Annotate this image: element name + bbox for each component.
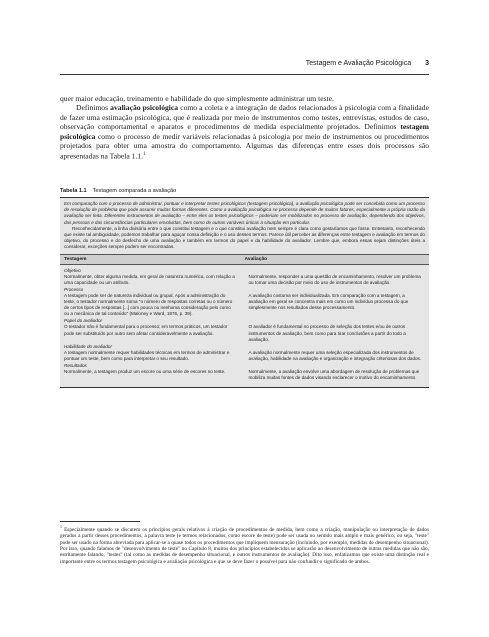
term-testagem: testagem psicológica [60, 122, 429, 141]
running-title: Testagem e Avaliação Psicológica [305, 60, 412, 67]
table-row [64, 369, 425, 381]
table-section-processo [64, 287, 425, 317]
table-label: Tabela 1.1 [60, 188, 87, 194]
section-title: Resultados [64, 363, 87, 369]
body-text [60, 94, 429, 161]
footnote-rule [60, 521, 140, 522]
footnote [60, 524, 429, 565]
table-row [64, 350, 425, 362]
table-intro-1: Em comparação com o processo de administrar, pontuar e interpretar testes psicológicos (testagem psicológica), a avaliação psicológica pode ser concebida como um processo de resolução de problema que pode assumir muitas formas diferentes. Como a avaliação psicológica se processa depende de muitos fatores, especialmente a própria razão da avaliação ser feita. Diferentes instrumentos de avaliação – entre eles os testes psicológicos – poderiam ser mobilizados no processo de avaliação, dependendo dos objetivos, das pessoas e das circunstâncias particulares envolvidas, bem como de outras variáveis únicas à situação em particular. [64, 201, 425, 225]
running-header [60, 60, 429, 72]
table-1-1 [60, 188, 429, 388]
cell-avaliacao: A avaliação costuma ser individualizada. Em comparação com a testagem, a avaliação em geral se concentra mais em como um indivíduo processa do que simplesmente nos resultados desse processamento. [248, 293, 409, 311]
table-title: Testagem comparada a avaliação [92, 188, 177, 194]
section-title: Objetivo [64, 267, 81, 273]
cell-testagem: A testagem pode ser de natureza individual ou grupal. Após a administração do teste, o testador normalmente soma "o número de respostas corretas ou o número de certos tipos de respostas [...] com pouca ou nenhuma consideração pelo como ou a mecânica de tal conteúdo" (Maloney e Ward, 1976, p. 39). [64, 293, 233, 317]
table-section-habilidade [64, 344, 425, 362]
p2-text-a: Definimos [76, 103, 111, 113]
table-section-papel [64, 318, 425, 342]
cell-avaliacao: A avaliação normalmente requer uma seleção especializada dos instrumentos de avaliação, habilidade na avaliação e organização e integração criteriosas dos dados. [248, 349, 422, 361]
p2-text-b: como a coleta e a integração de dados relacionados à psicologia com a finalidade de fazer uma estimação psicológica, que é realizada por meio de instrumentos como testes, entrevistas, estudos de caso, observação comportamental e aparatos e procedimentos de medida especialmente projetados. Definimos [60, 103, 429, 132]
table-header-row [60, 254, 429, 265]
cell-testagem: A testagem normalmente requer habilidades técnicas em termos de administrar e pontuar um teste, bem como para interpretar o seu resultado. [64, 349, 230, 361]
cell-avaliacao: Normalmente, a avaliação envolve uma abordagem de resolução de problemas que mobiliza muitas fontes de dados visando esclarecer o motivo do encaminhamento. [248, 369, 420, 381]
table-row [64, 293, 425, 317]
paragraph-1: quer maior educação, treinamento e habilidade do que simplesmente administrar um teste. [60, 94, 334, 103]
p2-text-c: como o processo de medir variáveis relacionadas à psicologia por meio de instrumentos ou procedimentos projetados para obter uma amostra do comportamento. Algumas das diferenças entre esses dois processos são apresentadas na Tabela 1.1. [60, 131, 429, 161]
table-section-resultados [64, 363, 425, 381]
col-header-testagem: Testagem [64, 256, 87, 262]
section-title: Papel do avaliador [64, 318, 103, 324]
col-header-avaliacao: Avaliação [244, 256, 268, 262]
table-section-objetivo [64, 268, 425, 286]
table-intro-2: Reconhecidamente, a linha divisória entre o que constitui testagem e o que constitui avaliação nem sempre é clara como gostaríamos que fosse. Entretanto, reconhecendo que existe tal ambiguidade, podemos trabalhar para aguçar nossa definição e o uso desses termos. Parece útil perceber as diferenças entre testagem e avaliação em termos do objetivo, do processo e do desfecho de uma avaliação e também em termos do papel e da habilidade do avaliador. Lembre que, embora essas sejam distinções úteis a considerar, exceções sempre podem ser encontradas. [64, 225, 425, 250]
footnote-ref[interactable]: 1 [143, 152, 146, 158]
table-bottom-rule [60, 387, 429, 388]
cell-testagem: O testador não é fundamental para o processo; em termos práticos, um testador pode ser substituído por outro sem afetar consideravelmente a avaliação. [64, 324, 228, 336]
footnote-text: Especialmente quando se discutem os princípios gerais relativos à criação de procedimentos de medida, bem como a criação, manipulação ou interpretação de dados gerados a partir desses procedimentos, a palavra teste (e termos relacionados, como escore de teste) pode ser usada no sentido mais amplo e mais genérico; ou seja, "teste" pode ser usado na forma abreviada para aplicar-se a quase todos os procedimentos que impliquem mensuração (incluindo, por exemplo, medidas de desempenho situacional). Por isso, quando falamos de "desenvolvimento de teste" no Capítulo 8, muitos dos princípios estabelecidos se aplicarão ao desenvolvimento de outras medidas que não são, estritamente falando, "testes" (tal como as medidas de desempenho situacional, e outros instrumentos de avaliação). Dito isso, enfatizamos que existe uma distinção real e importante entre os termos testagem psicológica e avaliação psicológica e que se deve fazer o possível para não confundir o significado de ambos. [60, 526, 430, 565]
table-caption [60, 188, 429, 197]
cell-testagem: Normalmente, a testagem produz um escore ou uma série de escores no teste. [64, 369, 226, 375]
cell-avaliacao: Normalmente, responder a uma questão de encaminhamento, resolver um problema ou tomar uma decisão por meio do uso de instrumentos de avaliação. [248, 273, 421, 285]
cell-testagem: Normalmente, obter alguma medida, em geral de natureza numérica, com relação a uma capacidade ou um atributo. [64, 273, 235, 285]
table-row [64, 274, 425, 286]
table-intro [60, 198, 429, 254]
section-title: Processo [64, 286, 84, 292]
table-row [64, 324, 425, 342]
header-rule [60, 74, 429, 75]
cell-avaliacao: O avaliador é fundamental no processo de seleção dos testes e/ou de outros instrumentos de avaliação, bem como para tirar conclusões a partir do todo a avaliação. [248, 324, 406, 342]
page-number: 3 [425, 60, 429, 67]
table-body [60, 265, 429, 388]
footnote-marker: 1 [60, 524, 62, 529]
term-avaliacao: avaliação psicológica [110, 103, 179, 113]
paragraph-2 [60, 103, 429, 161]
section-title: Habilidade do avaliador [64, 343, 113, 349]
